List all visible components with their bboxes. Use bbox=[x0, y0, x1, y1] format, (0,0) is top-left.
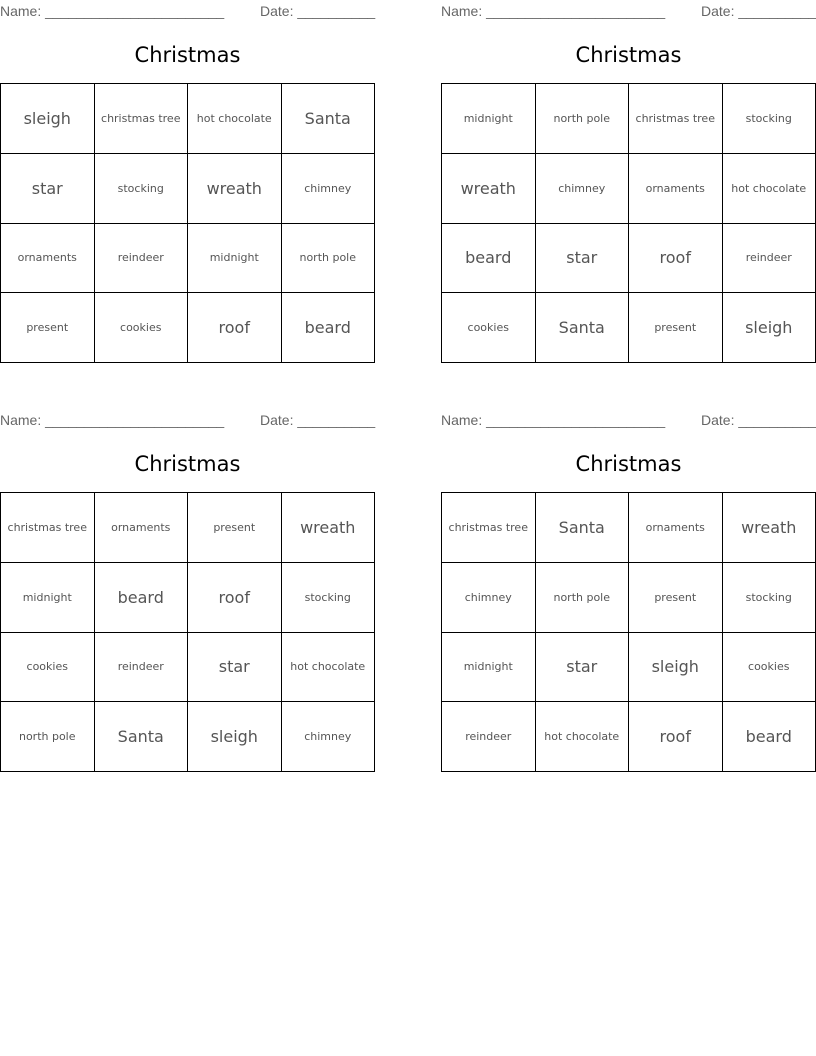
bingo-cell: stocking bbox=[723, 84, 816, 154]
bingo-cell: chimney bbox=[282, 702, 376, 772]
bingo-cell: roof bbox=[629, 224, 723, 294]
card-title: Christmas bbox=[134, 43, 241, 67]
bingo-cell: roof bbox=[629, 702, 723, 772]
bingo-cell: beard bbox=[282, 293, 376, 363]
date-field-label: Date: __________ bbox=[260, 412, 376, 428]
bingo-cell: stocking bbox=[723, 563, 816, 633]
bingo-cell: christmas tree bbox=[629, 84, 723, 154]
bingo-cell: star bbox=[536, 224, 630, 294]
bingo-cell: stocking bbox=[95, 154, 189, 224]
bingo-cell: christmas tree bbox=[95, 84, 189, 154]
card-title: Christmas bbox=[134, 452, 241, 476]
bingo-cell: Santa bbox=[282, 84, 376, 154]
bingo-grid bbox=[0, 83, 375, 363]
bingo-cell: sleigh bbox=[723, 293, 816, 363]
bingo-cell: hot chocolate bbox=[188, 84, 282, 154]
card-title: Christmas bbox=[575, 452, 682, 476]
bingo-cell: cookies bbox=[442, 293, 536, 363]
bingo-cell: chimney bbox=[282, 154, 376, 224]
date-field-label: Date: __________ bbox=[701, 3, 816, 19]
bingo-cell: reindeer bbox=[95, 633, 189, 703]
bingo-cell: star bbox=[1, 154, 95, 224]
bingo-cell: north pole bbox=[282, 224, 376, 294]
bingo-cell: ornaments bbox=[629, 154, 723, 224]
card-header bbox=[441, 409, 816, 429]
bingo-grid bbox=[441, 492, 816, 772]
bingo-cell: north pole bbox=[1, 702, 95, 772]
bingo-cell: cookies bbox=[1, 633, 95, 703]
bingo-cell: midnight bbox=[1, 563, 95, 633]
bingo-cell: Santa bbox=[536, 293, 630, 363]
bingo-cell: hot chocolate bbox=[282, 633, 376, 703]
bingo-cell: ornaments bbox=[95, 493, 189, 563]
bingo-cell: midnight bbox=[442, 84, 536, 154]
bingo-cell: wreath bbox=[282, 493, 376, 563]
bingo-cell: wreath bbox=[723, 493, 816, 563]
bingo-cell: cookies bbox=[95, 293, 189, 363]
bingo-cell: present bbox=[1, 293, 95, 363]
bingo-cell: Santa bbox=[95, 702, 189, 772]
card-header bbox=[0, 0, 375, 20]
bingo-cell: beard bbox=[442, 224, 536, 294]
bingo-cell: hot chocolate bbox=[723, 154, 816, 224]
bingo-cell: sleigh bbox=[188, 702, 282, 772]
bingo-cell: stocking bbox=[282, 563, 376, 633]
bingo-cell: christmas tree bbox=[442, 493, 536, 563]
name-field-label: Name: _______________________ bbox=[0, 3, 225, 19]
bingo-cell: christmas tree bbox=[1, 493, 95, 563]
bingo-cell: reindeer bbox=[723, 224, 816, 294]
card-header bbox=[441, 0, 816, 20]
bingo-cell: beard bbox=[95, 563, 189, 633]
date-field-label: Date: __________ bbox=[260, 3, 376, 19]
bingo-cell: star bbox=[536, 633, 630, 703]
bingo-cell: hot chocolate bbox=[536, 702, 630, 772]
bingo-cell: midnight bbox=[442, 633, 536, 703]
date-field-label: Date: __________ bbox=[701, 412, 816, 428]
bingo-grid bbox=[441, 83, 816, 363]
bingo-grid bbox=[0, 492, 375, 772]
bingo-cell: sleigh bbox=[1, 84, 95, 154]
bingo-cell: midnight bbox=[188, 224, 282, 294]
name-field-label: Name: _______________________ bbox=[441, 412, 666, 428]
bingo-cell: reindeer bbox=[442, 702, 536, 772]
bingo-cell: roof bbox=[188, 563, 282, 633]
bingo-cell: chimney bbox=[442, 563, 536, 633]
card-title: Christmas bbox=[575, 43, 682, 67]
bingo-cell: present bbox=[629, 563, 723, 633]
bingo-cell: north pole bbox=[536, 84, 630, 154]
bingo-cell: ornaments bbox=[1, 224, 95, 294]
bingo-cell: chimney bbox=[536, 154, 630, 224]
bingo-cell: wreath bbox=[188, 154, 282, 224]
bingo-cell: north pole bbox=[536, 563, 630, 633]
name-field-label: Name: _______________________ bbox=[441, 3, 666, 19]
bingo-cell: sleigh bbox=[629, 633, 723, 703]
bingo-cell: wreath bbox=[442, 154, 536, 224]
name-field-label: Name: _______________________ bbox=[0, 412, 225, 428]
bingo-cell: cookies bbox=[723, 633, 816, 703]
bingo-cell: beard bbox=[723, 702, 816, 772]
card-header bbox=[0, 409, 375, 429]
bingo-cell: Santa bbox=[536, 493, 630, 563]
bingo-cell: present bbox=[188, 493, 282, 563]
bingo-cell: roof bbox=[188, 293, 282, 363]
bingo-cell: ornaments bbox=[629, 493, 723, 563]
bingo-cell: reindeer bbox=[95, 224, 189, 294]
bingo-cell: present bbox=[629, 293, 723, 363]
bingo-cell: star bbox=[188, 633, 282, 703]
